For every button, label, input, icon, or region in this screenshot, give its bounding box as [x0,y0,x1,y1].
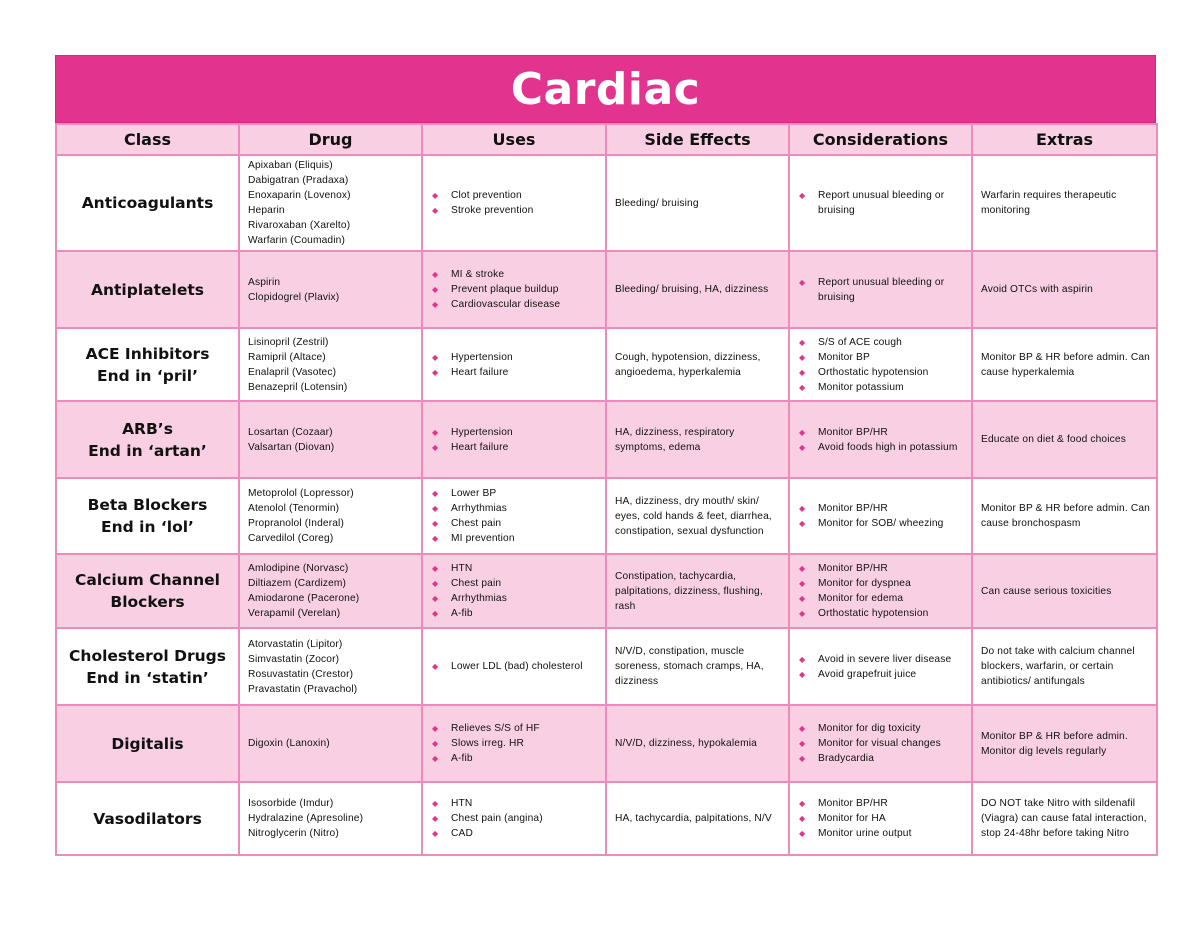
uses-item: ◆ Relieves S/S of HF [451,721,599,736]
table-body [56,155,1157,855]
drug-cell [239,251,422,328]
drug-name: Simvastatin (Zocor) [248,653,340,665]
considerations-item: ◆ Avoid grapefruit juice [818,667,965,682]
uses-item: ◆ Chest pain [451,516,599,531]
side-effects-cell: HA, tachycardia, palpitations, N/V [606,782,789,855]
side-effects-cell: HA, dizziness, respiratory symptoms, edema [606,401,789,478]
header-drug: Drug [239,124,422,155]
considerations-item: ◆ Monitor for SOB/ wheezing [818,516,965,531]
drug-name: Benazepril (Lotensin) [248,381,348,393]
considerations-list [798,425,965,455]
considerations-item: ◆ Monitor urine output [818,826,965,841]
drug-name: Rivaroxaban (Xarelto) [248,220,351,231]
uses-item: ◆ Arrhythmias [451,591,599,606]
drug-name: Diltiazem (Cardizem) [248,578,347,589]
header-uses: Uses [422,124,606,155]
extras-cell: Monitor BP & HR before admin. Can cause hyperkalemia [972,328,1157,401]
uses-item: ◆ Chest pain (angina) [451,811,599,826]
class-name: End in ‘statin’ [86,668,209,687]
uses-list [431,721,599,766]
header-considerations: Considerations [789,124,972,155]
considerations-item: ◆ Monitor for HA [818,811,965,826]
uses-cell [422,628,606,705]
drug-name: Valsartan (Diovan) [248,441,335,453]
uses-cell [422,554,606,628]
uses-cell [422,328,606,401]
header-class: Class [56,124,239,155]
uses-item: ◆ Lower BP [451,486,599,501]
considerations-cell [789,554,972,628]
class-cell [56,628,239,705]
extras-cell: Warfarin requires therapeutic monitoring [972,155,1157,251]
class-cell [56,155,239,251]
class-name: Antiplatelets [90,280,204,299]
drug-cell [239,628,422,705]
extras-cell: Monitor BP & HR before admin. Monitor dig levels regularly [972,705,1157,782]
drug-name: Digoxin (Lanoxin) [248,738,330,749]
drug-cell [239,401,422,478]
uses-item: ◆ Cardiovascular disease [451,297,599,312]
drug-cell [239,328,422,401]
extras-cell: DO NOT take Nitro with sildenafil (Viagra) can cause fatal interaction, stop 24-48hr before taking Nitro [972,782,1157,855]
drug-name: Heparin [248,205,285,216]
considerations-list [798,652,965,682]
considerations-cell [789,401,972,478]
extras-cell: Do not take with calcium channel blockers, warfarin, or certain antibiotics/ antifungals [972,628,1157,705]
extras-cell: Monitor BP & HR before admin. Can cause bronchospasm [972,478,1157,554]
uses-item: ◆ Arrhythmias [451,501,599,516]
side-effects-cell: N/V/D, constipation, muscle soreness, stomach cramps, HA, dizziness [606,628,789,705]
uses-cell [422,782,606,855]
uses-item: ◆ Heart failure [451,440,599,455]
considerations-item: ◆ Report unusual bleeding or bruising [818,275,965,305]
drug-name: Losartan (Cozaar) [248,426,333,438]
table-row [56,478,1157,554]
class-name: End in ‘artan’ [88,441,207,460]
drug-name: Pravastatin (Pravachol) [248,683,358,695]
drug-table [55,123,1158,856]
considerations-item: ◆ Report unusual bleeding or bruising [818,188,965,218]
considerations-list [798,275,965,305]
class-name: Calcium Channel [75,571,220,589]
considerations-cell [789,628,972,705]
extras-cell: Educate on diet & food choices [972,401,1157,478]
uses-list [431,659,599,674]
drug-name: Enoxaparin (Lovenox) [248,190,351,201]
drug-name: Aspirin [248,276,281,288]
uses-list [431,267,599,312]
considerations-list [798,501,965,531]
considerations-list [798,561,965,621]
considerations-cell [789,705,972,782]
drug-name: Ramipril (Altace) [248,351,326,363]
uses-item: ◆ Hypertension [451,350,599,365]
considerations-item: ◆ Monitor for dig toxicity [818,721,965,736]
drug-name: Amlodipine (Norvasc) [248,563,349,574]
drug-name: Carvedilol (Coreg) [248,533,334,544]
drug-cell [239,478,422,554]
class-cell [56,554,239,628]
drug-name: Metoprolol (Lopressor) [248,488,354,499]
uses-item: ◆ Hypertension [451,425,599,440]
table-row [56,628,1157,705]
drug-name: Hydralazine (Apresoline) [248,813,364,824]
drug-name: Lisinopril (Zestril) [248,336,329,348]
header-side-effects: Side Effects [606,124,789,155]
considerations-cell [789,782,972,855]
class-name: Vasodilators [93,809,202,828]
uses-item: ◆ Chest pain [451,576,599,591]
side-effects-cell: HA, dizziness, dry mouth/ skin/ eyes, cold hands & feet, diarrhea, constipation, sexual dysfunction [606,478,789,554]
drug-name: Warfarin (Coumadin) [248,235,346,246]
uses-item: ◆ Prevent plaque buildup [451,282,599,297]
drug-name: Isosorbide (Imdur) [248,798,334,809]
class-cell [56,401,239,478]
uses-cell [422,155,606,251]
side-effects-cell: Cough, hypotension, dizziness, angioedema, hyperkalemia [606,328,789,401]
considerations-list [798,796,965,841]
class-name: Anticoagulants [81,194,214,212]
side-effects-cell: N/V/D, dizziness, hypokalemia [606,705,789,782]
uses-item: ◆ MI & stroke [451,267,599,282]
page-title: Cardiac [510,63,701,115]
table-row [56,328,1157,401]
extras-cell: Can cause serious toxicities [972,554,1157,628]
considerations-item: ◆ Avoid foods high in potassium [818,440,965,455]
drug-cell [239,155,422,251]
considerations-item: ◆ Bradycardia [818,751,965,766]
side-effects-cell: Bleeding/ bruising [606,155,789,251]
drug-name: Nitroglycerin (Nitro) [248,828,339,839]
table-row [56,251,1157,328]
uses-item: ◆ Heart failure [451,365,599,380]
drug-cell [239,782,422,855]
uses-item: ◆ MI prevention [451,531,599,546]
class-name: ARB’s [122,419,173,438]
uses-cell [422,251,606,328]
considerations-item: ◆ Monitor for dyspnea [818,576,965,591]
uses-item: ◆ Clot prevention [451,188,599,203]
table-row [56,782,1157,855]
uses-cell [422,401,606,478]
considerations-cell [789,251,972,328]
uses-item: ◆ Stroke prevention [451,203,599,218]
drug-name: Atenolol (Tenormin) [248,503,340,514]
side-effects-cell: Constipation, tachycardia, palpitations, dizziness, flushing, rash [606,554,789,628]
uses-item: ◆ HTN [451,796,599,811]
uses-item: ◆ A-fib [451,606,599,621]
class-name: ACE Inhibitors [85,344,210,363]
header-extras: Extras [972,124,1157,155]
uses-cell [422,705,606,782]
considerations-item: ◆ Monitor BP/HR [818,425,965,440]
considerations-item: ◆ Monitor for edema [818,591,965,606]
uses-list [431,425,599,455]
considerations-list [798,335,965,395]
uses-item: ◆ Slows irreg. HR [451,736,599,751]
side-effects-cell: Bleeding/ bruising, HA, dizziness [606,251,789,328]
class-name: End in ‘pril’ [97,366,198,385]
considerations-item: ◆ Monitor BP/HR [818,501,965,516]
drug-name: Verapamil (Verelan) [248,608,341,619]
class-name: Cholesterol Drugs [69,646,226,665]
considerations-item: ◆ Monitor for visual changes [818,736,965,751]
class-cell [56,328,239,401]
class-name: Beta Blockers [87,496,208,514]
uses-item: ◆ A-fib [451,751,599,766]
class-cell [56,705,239,782]
drug-name: Rosuvastatin (Crestor) [248,668,354,680]
considerations-item: ◆ Monitor BP/HR [818,796,965,811]
class-name: Digitalis [111,734,184,753]
title-bar [55,55,1156,123]
drug-cell [239,705,422,782]
cardiac-sheet [55,55,1156,856]
drug-name: Amiodarone (Pacerone) [248,593,360,604]
considerations-list [798,188,965,218]
uses-item: ◆ Lower LDL (bad) cholesterol [451,659,599,674]
uses-list [431,796,599,841]
considerations-item: ◆ Monitor BP/HR [818,561,965,576]
drug-name: Apixaban (Eliquis) [248,160,333,171]
drug-name: Clopidogrel (Plavix) [248,291,340,303]
considerations-cell [789,155,972,251]
considerations-cell [789,328,972,401]
uses-list [431,561,599,621]
drug-name: Dabigatran (Pradaxa) [248,175,349,186]
considerations-item: ◆ Orthostatic hypotension [818,606,965,621]
considerations-item: ◆ Monitor BP [818,350,965,365]
considerations-cell [789,478,972,554]
uses-item: ◆ HTN [451,561,599,576]
drug-name: Atorvastatin (Lipitor) [248,638,343,650]
uses-item: ◆ CAD [451,826,599,841]
extras-cell: Avoid OTCs with aspirin [972,251,1157,328]
table-row [56,705,1157,782]
considerations-item: ◆ Monitor potassium [818,380,965,395]
uses-cell [422,478,606,554]
header-row [56,124,1157,155]
class-cell [56,478,239,554]
table-row [56,155,1157,251]
uses-list [431,486,599,546]
class-name: End in ‘lol’ [101,518,194,536]
drug-name: Enalapril (Vasotec) [248,366,337,378]
class-cell [56,251,239,328]
considerations-item: ◆ Avoid in severe liver disease [818,652,965,667]
uses-list [431,188,599,218]
class-name: Blockers [110,593,185,611]
considerations-item: ◆ Orthostatic hypotension [818,365,965,380]
class-cell [56,782,239,855]
uses-list [431,350,599,380]
drug-name: Propranolol (Inderal) [248,518,345,529]
considerations-item: ◆ S/S of ACE cough [818,335,965,350]
table-row [56,401,1157,478]
considerations-list [798,721,965,766]
table-row [56,554,1157,628]
drug-cell [239,554,422,628]
